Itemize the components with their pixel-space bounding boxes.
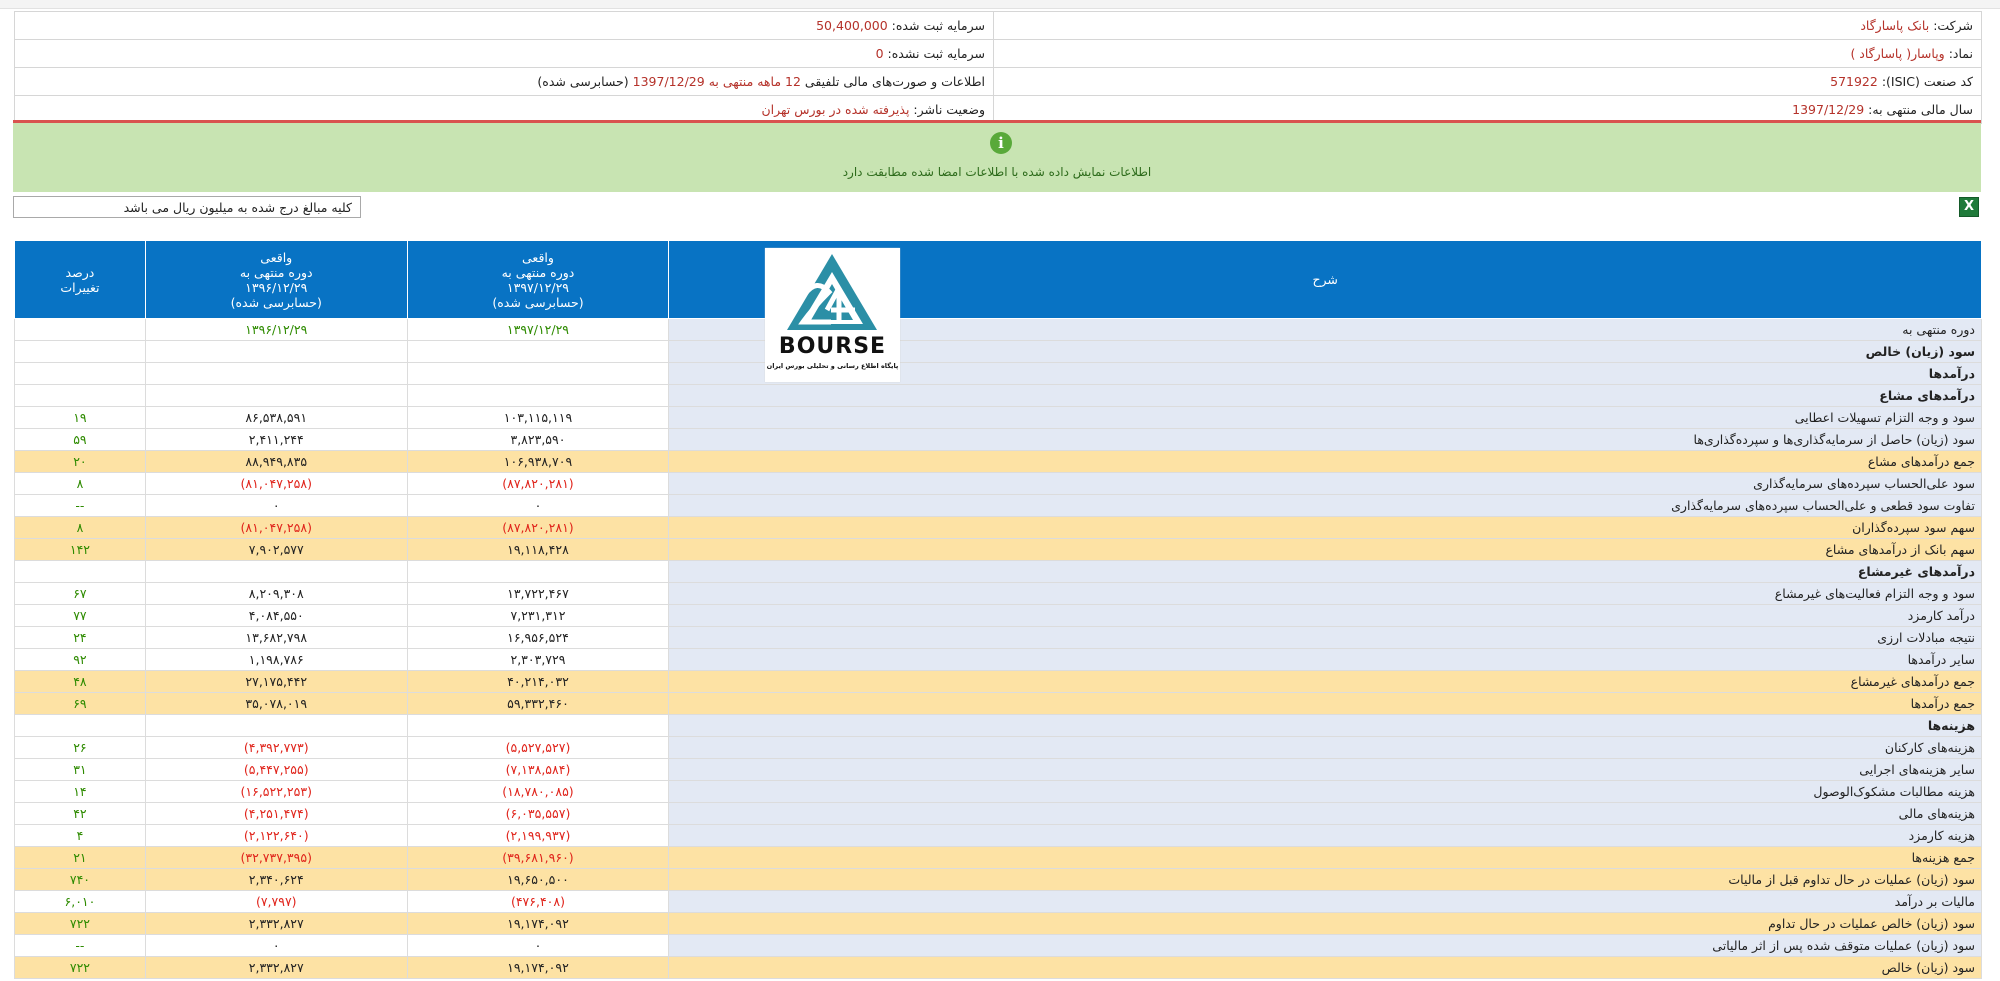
row-change-percent: ۶۷ — [15, 583, 146, 605]
table-row — [15, 429, 1982, 451]
bourse-logo-subtitle: پایگاه اطلاع رسانی و تحلیلی بورس ایران — [766, 362, 899, 370]
report-value-b: 12 ماهه منتهی به — [708, 74, 801, 89]
capital-cell — [15, 12, 994, 40]
row-value-1397: (۵,۵۲۷,۵۲۷) — [407, 737, 669, 759]
row-value-1397: (۸۷,۸۲۰,۲۸۱) — [407, 473, 669, 495]
row-desc: جمع درآمدهای مشاع — [669, 451, 1982, 473]
verification-notice — [13, 120, 1981, 192]
v1-header-line1: واقعی — [522, 249, 554, 265]
row-value-1397: (۶,۰۳۵,۵۵۷) — [407, 803, 669, 825]
table-row — [15, 957, 1982, 979]
table-row — [15, 825, 1982, 847]
row-desc: هزینه کارمزد — [669, 825, 1982, 847]
row-value-1397: ۱۹,۶۵۰,۵۰۰ — [407, 869, 669, 891]
row-value-1396: ۸۶,۵۳۸,۵۹۱ — [145, 407, 407, 429]
table-row — [15, 649, 1982, 671]
row-value-1397 — [407, 363, 669, 385]
pct-header-line2: تغییرات — [60, 279, 100, 295]
row-desc: جمع درآمدها — [669, 693, 1982, 715]
isic-value: 571922 — [1830, 74, 1878, 89]
row-value-1396: (۲,۱۲۲,۶۴۰) — [145, 825, 407, 847]
company-cell — [994, 12, 1982, 40]
row-value-1397: ۱۳,۷۲۲,۴۶۷ — [407, 583, 669, 605]
row-change-percent: ۷۲۲ — [15, 957, 146, 979]
row-change-percent: ۶۹ — [15, 693, 146, 715]
row-desc: تفاوت سود قطعی و علی‌الحساب سپرده‌های سرمایه‌گذاری — [669, 495, 1982, 517]
isic-cell — [994, 68, 1982, 96]
row-change-percent — [15, 715, 146, 737]
row-value-1397: ۳,۸۲۳,۵۹۰ — [407, 429, 669, 451]
company-info-table — [14, 11, 1982, 124]
row-value-1396: (۷,۷۹۷) — [145, 891, 407, 913]
table-row — [15, 715, 1982, 737]
symbol-cell — [994, 40, 1982, 68]
row-change-percent: ۱۴ — [15, 781, 146, 803]
report-text-a: اطلاعات و صورت‌های مالی تلفیقی — [804, 74, 985, 89]
table-row — [15, 363, 1982, 385]
table-row — [15, 847, 1982, 869]
top-bar — [0, 0, 2000, 9]
table-row — [15, 407, 1982, 429]
table-row — [15, 891, 1982, 913]
row-desc: سود و وجه التزام تسهیلات اعطایی — [669, 407, 1982, 429]
row-value-1396: (۴,۳۹۲,۷۷۳) — [145, 737, 407, 759]
row-desc: دوره منتهی به — [669, 319, 1982, 341]
row-value-1396: (۵,۴۴۷,۲۵۵) — [145, 759, 407, 781]
table-row — [15, 473, 1982, 495]
row-change-percent: ۳۱ — [15, 759, 146, 781]
row-change-percent: ۸ — [15, 473, 146, 495]
row-value-1397: (۴۷۶,۴۰۸) — [407, 891, 669, 913]
row-value-1397: (۷,۱۳۸,۵۸۴) — [407, 759, 669, 781]
row-value-1396: ۲,۳۳۲,۸۲۷ — [145, 913, 407, 935]
row-desc: سود و وجه التزام فعالیت‌های غیرمشاع — [669, 583, 1982, 605]
row-value-1397 — [407, 341, 669, 363]
row-change-percent: -- — [15, 495, 146, 517]
row-desc: سود (زیان) خالص — [669, 957, 1982, 979]
row-change-percent: ۴۲ — [15, 803, 146, 825]
table-row — [15, 517, 1982, 539]
table-row — [15, 759, 1982, 781]
status-value: پذیرفته شده در بورس تهران — [761, 102, 910, 117]
bourse-logo — [765, 248, 900, 382]
row-change-percent: ۷۷ — [15, 605, 146, 627]
desc-header: شرح — [669, 241, 1982, 319]
row-value-1396: (۴,۲۵۱,۴۷۴) — [145, 803, 407, 825]
row-value-1397 — [407, 715, 669, 737]
row-change-percent: ۴ — [15, 825, 146, 847]
symbol-value[interactable]: وپاسار( پاسارگاد ) — [1850, 46, 1945, 61]
company-label: شرکت: — [1933, 18, 1973, 33]
row-value-1397: ۱۰۳,۱۱۵,۱۱۹ — [407, 407, 669, 429]
row-value-1396: ۲,۳۴۰,۶۲۴ — [145, 869, 407, 891]
row-value-1396: ۱,۱۹۸,۷۸۶ — [145, 649, 407, 671]
row-change-percent: ۴۸ — [15, 671, 146, 693]
row-value-1396: ۸,۲۰۹,۳۰۸ — [145, 583, 407, 605]
row-value-1397: ۱۹,۱۱۸,۴۲۸ — [407, 539, 669, 561]
row-value-1397: ۱۹,۱۷۴,۰۹۲ — [407, 913, 669, 935]
table-row — [15, 671, 1982, 693]
table-row — [15, 869, 1982, 891]
row-desc: سود (زیان) حاصل از سرمایه‌گذاری‌ها و سپرده‌گذاری‌ها — [669, 429, 1982, 451]
row-value-1396: (۱۶,۵۲۲,۲۵۳) — [145, 781, 407, 803]
row-desc: هزینه مطالبات مشکوک‌الوصول — [669, 781, 1982, 803]
row-desc: سهم سود سپرده‌گذاران — [669, 517, 1982, 539]
row-value-1397: (۲,۱۹۹,۹۳۷) — [407, 825, 669, 847]
table-row — [15, 539, 1982, 561]
table-row — [15, 781, 1982, 803]
row-value-1397: ۷,۲۳۱,۳۱۲ — [407, 605, 669, 627]
v2-header-line2: دوره منتهی به — [239, 264, 313, 280]
row-value-1396: ۲,۳۳۲,۸۲۷ — [145, 957, 407, 979]
row-value-1397: ۱۳۹۷/۱۲/۲۹ — [407, 319, 669, 341]
table-row — [15, 627, 1982, 649]
financial-table — [14, 240, 1982, 979]
row-change-percent — [15, 363, 146, 385]
v1-header-line4: (حسابرسی شده) — [492, 294, 584, 310]
row-change-percent — [15, 341, 146, 363]
unit-note: کلیه مبالغ درج شده به میلیون ریال می باشد — [13, 196, 361, 218]
row-desc: سود (زیان) خالص — [669, 341, 1982, 363]
row-value-1397 — [407, 561, 669, 583]
row-value-1397: ۰ — [407, 935, 669, 957]
v1-header — [407, 241, 669, 319]
table-row — [15, 737, 1982, 759]
capital-value: 50,400,000 — [816, 18, 888, 33]
row-change-percent: ۷۲۲ — [15, 913, 146, 935]
unreg-capital-value: 0 — [875, 46, 884, 61]
row-desc: سایر هزینه‌های اجرایی — [669, 759, 1982, 781]
row-value-1396: ۳۵,۰۷۸,۰۱۹ — [145, 693, 407, 715]
row-desc: هزینه‌ها — [669, 715, 1982, 737]
bourse-logo-word: BOURSE — [778, 334, 887, 359]
row-desc: نتیجه مبادلات ارزی — [669, 627, 1982, 649]
row-value-1396: ۱۳۹۶/۱۲/۲۹ — [145, 319, 407, 341]
fiscal-label: سال مالی منتهی به: — [1868, 102, 1973, 117]
row-value-1396 — [145, 715, 407, 737]
v2-header-line1: واقعی — [260, 249, 293, 265]
row-value-1397: ۰ — [407, 495, 669, 517]
row-change-percent: ۵۹ — [15, 429, 146, 451]
table-row — [15, 605, 1982, 627]
v2-header — [145, 241, 407, 319]
notice-text: اطلاعات نمایش داده شده با اطلاعات امضا شده مطابقت دارد — [842, 165, 1152, 179]
row-change-percent — [15, 385, 146, 407]
row-change-percent: ۸ — [15, 517, 146, 539]
row-value-1397: ۵۹,۳۳۲,۴۶۰ — [407, 693, 669, 715]
table-row — [15, 341, 1982, 363]
isic-label: کد صنعت (ISIC): — [1881, 74, 1973, 89]
row-value-1397: ۱۹,۱۷۴,۰۹۲ — [407, 957, 669, 979]
row-change-percent: ۲۱ — [15, 847, 146, 869]
v1-header-line2: دوره منتهی به — [501, 264, 575, 280]
table-row — [15, 913, 1982, 935]
table-row — [15, 693, 1982, 715]
table-row — [15, 935, 1982, 957]
table-row — [15, 803, 1982, 825]
info-icon: i — [990, 132, 1012, 154]
row-value-1396 — [145, 363, 407, 385]
excel-icon[interactable]: X — [1959, 197, 1979, 217]
table-row — [15, 583, 1982, 605]
report-text-c: (حسابرسی شده) — [537, 74, 629, 89]
row-value-1396: ۷,۹۰۲,۵۷۷ — [145, 539, 407, 561]
row-value-1396: (۸۱,۰۴۷,۲۵۸) — [145, 473, 407, 495]
capital-label: سرمایه ثبت شده: — [891, 18, 985, 33]
row-value-1396: ۲۷,۱۷۵,۴۴۲ — [145, 671, 407, 693]
row-desc: درآمدها — [669, 363, 1982, 385]
row-value-1396 — [145, 385, 407, 407]
row-value-1396: ۲,۴۱۱,۲۴۴ — [145, 429, 407, 451]
table-row — [15, 495, 1982, 517]
row-change-percent: ۱۴۲ — [15, 539, 146, 561]
row-change-percent: ۷۴۰ — [15, 869, 146, 891]
symbol-label: نماد: — [1948, 46, 1973, 61]
row-desc: سود (زیان) عملیات متوقف شده پس از اثر مالیاتی — [669, 935, 1982, 957]
bourse-logo-mark — [765, 248, 900, 338]
row-value-1397: (۱۸,۷۸۰,۰۸۵) — [407, 781, 669, 803]
row-change-percent — [15, 319, 146, 341]
row-value-1396 — [145, 341, 407, 363]
v2-header-line4: (حسابرسی شده) — [230, 294, 322, 310]
row-change-percent: ۲۰ — [15, 451, 146, 473]
row-desc: سود (زیان) عملیات در حال تداوم قبل از مالیات — [669, 869, 1982, 891]
row-change-percent: ۹۲ — [15, 649, 146, 671]
row-value-1397: ۴۰,۲۱۴,۰۳۲ — [407, 671, 669, 693]
row-change-percent — [15, 561, 146, 583]
row-value-1396: (۸۱,۰۴۷,۲۵۸) — [145, 517, 407, 539]
table-row — [15, 385, 1982, 407]
table-row — [15, 561, 1982, 583]
unreg-capital-label: سرمایه ثبت نشده: — [887, 46, 985, 61]
row-value-1396: ۱۳,۶۸۲,۷۹۸ — [145, 627, 407, 649]
row-value-1396: ۴,۰۸۴,۵۵۰ — [145, 605, 407, 627]
row-desc: سود (زیان) خالص عملیات در حال تداوم — [669, 913, 1982, 935]
table-row — [15, 319, 1982, 341]
status-label: وضعیت ناشر: — [913, 102, 985, 117]
v1-header-line3: ۱۳۹۷/۱۲/۲۹ — [506, 279, 570, 295]
row-value-1397: ۱۶,۹۵۶,۵۲۴ — [407, 627, 669, 649]
row-desc: سایر درآمدها — [669, 649, 1982, 671]
row-desc: درآمدهای مشاع — [669, 385, 1982, 407]
pct-header — [15, 241, 146, 319]
row-desc: هزینه‌های کارکنان — [669, 737, 1982, 759]
table-body — [15, 319, 1982, 979]
unreg-capital-cell — [15, 40, 994, 68]
row-value-1397: (۸۷,۸۲۰,۲۸۱) — [407, 517, 669, 539]
row-change-percent: ۱۹ — [15, 407, 146, 429]
row-value-1396: ۰ — [145, 935, 407, 957]
row-value-1396 — [145, 561, 407, 583]
pct-header-line1: درصد — [65, 264, 95, 280]
row-change-percent: -- — [15, 935, 146, 957]
row-change-percent: ۲۶ — [15, 737, 146, 759]
row-desc: سهم بانک از درآمدهای مشاع — [669, 539, 1982, 561]
v2-header-line3: ۱۳۹۶/۱۲/۲۹ — [245, 279, 308, 295]
row-value-1397: ۱۰۶,۹۳۸,۷۰۹ — [407, 451, 669, 473]
row-value-1397: ۲,۳۰۳,۷۲۹ — [407, 649, 669, 671]
row-desc: مالیات بر درآمد — [669, 891, 1982, 913]
row-value-1396: ۰ — [145, 495, 407, 517]
row-desc: سود علی‌الحساب سپرده‌های سرمایه‌گذاری — [669, 473, 1982, 495]
row-desc: جمع درآمدهای غیرمشاع — [669, 671, 1982, 693]
company-value: بانک پاسارگاد — [1860, 18, 1930, 33]
row-desc: درآمد کارمزد — [669, 605, 1982, 627]
row-desc: جمع هزینه‌ها — [669, 847, 1982, 869]
row-change-percent: ۲۴ — [15, 627, 146, 649]
fiscal-value: 1397/12/29 — [1792, 102, 1865, 117]
table-header-row — [15, 241, 1982, 319]
row-value-1396: (۳۲,۷۳۷,۳۹۵) — [145, 847, 407, 869]
report-cell — [15, 68, 994, 96]
row-desc: هزینه‌های مالی — [669, 803, 1982, 825]
row-change-percent: ۶,۰۱۰ — [15, 891, 146, 913]
row-value-1396: ۸۸,۹۴۹,۸۳۵ — [145, 451, 407, 473]
table-row — [15, 451, 1982, 473]
row-desc: درآمدهای غیرمشاع — [669, 561, 1982, 583]
row-value-1397: (۳۹,۶۸۱,۹۶۰) — [407, 847, 669, 869]
report-date: 1397/12/29 — [632, 74, 705, 89]
row-value-1397 — [407, 385, 669, 407]
